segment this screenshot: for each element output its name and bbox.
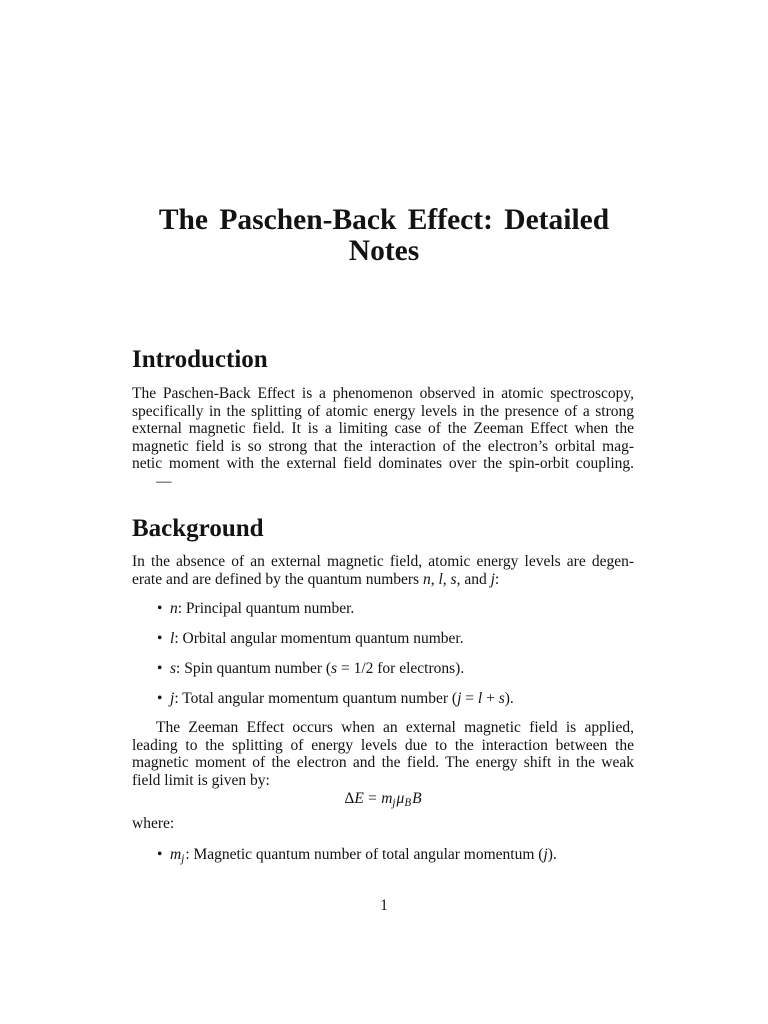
text-segment: , and <box>456 570 491 588</box>
list-item <box>157 846 557 866</box>
paragraph-line: leading to the splitting of energy levels due to the interaction between the <box>132 736 634 754</box>
list-item <box>157 660 465 678</box>
paragraph-line: netic moment with the external field dominates over the spin-orbit coupling. <box>132 455 634 472</box>
item-text: ). <box>504 690 514 707</box>
introduction-paragraph <box>132 385 634 490</box>
bullet-marker: • <box>157 846 163 863</box>
item-text: : Magnetic quantum number of total angular momentum ( <box>185 846 544 863</box>
paragraph-line: The Paschen-Back Effect is a phenomenon observed in atomic spectroscopy, <box>132 385 634 402</box>
item-text: : Principal quantum number. <box>177 600 355 617</box>
paragraph-line: magnetic moment of the electron and the field. The energy shift in the weak <box>132 754 634 771</box>
item-text: = <box>461 690 478 707</box>
paragraph-line: specifically in the splitting of atomic energy levels in the presence of a strong <box>132 402 634 420</box>
paragraph-line: external magnetic field. It is a limiting case of the Zeeman Effect when the <box>132 420 634 437</box>
item-text: : Orbital angular momentum quantum number. <box>174 630 464 647</box>
paragraph-line <box>132 571 634 589</box>
item-text: = 1/2 for electrons). <box>337 660 465 677</box>
subscript: B <box>404 797 412 810</box>
paragraph-line: In the absence of an external magnetic field, atomic energy levels are degen- <box>132 553 634 570</box>
text-segment: , <box>442 570 451 588</box>
where-label: where: <box>132 815 175 832</box>
paragraph-line: field limit is given by: <box>132 771 270 789</box>
introduction-heading: Introduction <box>132 346 268 373</box>
item-text: : Total angular momentum quantum number ( <box>174 690 458 707</box>
item-text: : Spin quantum number ( <box>176 660 332 677</box>
separator-dash: — <box>156 472 172 490</box>
bullet-marker: • <box>157 600 163 617</box>
math-variable: s <box>450 570 457 588</box>
math-variable: l <box>170 630 175 647</box>
text-segment: , <box>430 570 439 588</box>
math-variable: j <box>490 570 495 588</box>
zeeman-paragraph <box>132 719 634 789</box>
math-variable: l <box>438 570 443 588</box>
math-variable: j <box>457 690 462 707</box>
math-variable: s <box>170 660 177 677</box>
title-line-1: The Paschen-Back Effect: Detailed <box>158 204 610 236</box>
paragraph-line: The Zeeman Effect occurs when an external magnetic field is applied, <box>156 719 634 736</box>
subscript: j <box>181 853 185 866</box>
math-variable: n <box>422 570 431 588</box>
list-item <box>157 690 514 708</box>
item-text: ). <box>547 846 557 863</box>
zeeman-energy-equation <box>132 790 634 810</box>
list-item <box>157 630 464 648</box>
subscript: j <box>392 797 396 810</box>
bullet-marker: • <box>157 660 163 677</box>
bullet-marker: • <box>157 690 163 707</box>
energy-variable: E <box>354 790 364 807</box>
magnetic-quantum-variable: m <box>381 790 393 807</box>
paragraph-line: magnetic field is so strong that the interaction of the electron’s orbital mag- <box>132 437 634 455</box>
list-item <box>157 600 355 618</box>
field-variable: B <box>412 790 422 807</box>
delta-symbol: Δ <box>344 790 355 807</box>
item-text: + <box>482 690 499 707</box>
text-segment: : <box>494 570 500 588</box>
bohr-magneton-symbol: μ <box>396 790 405 807</box>
title-line-2: Notes <box>348 235 420 267</box>
math-variable: j <box>170 690 175 707</box>
page-number: 1 <box>380 897 388 914</box>
math-variable: l <box>477 690 483 707</box>
equals-sign: = <box>368 790 377 807</box>
math-variable: n <box>170 600 178 617</box>
math-variable: s <box>498 690 505 707</box>
bullet-marker: • <box>157 630 163 647</box>
math-variable: s <box>331 660 338 677</box>
text-segment: erate and are defined by the quantum numbers <box>132 570 423 588</box>
background-heading: Background <box>132 515 264 542</box>
document-title <box>0 205 768 267</box>
math-variable: m <box>170 846 182 863</box>
background-paragraph <box>132 553 634 588</box>
math-variable: j <box>543 846 548 863</box>
